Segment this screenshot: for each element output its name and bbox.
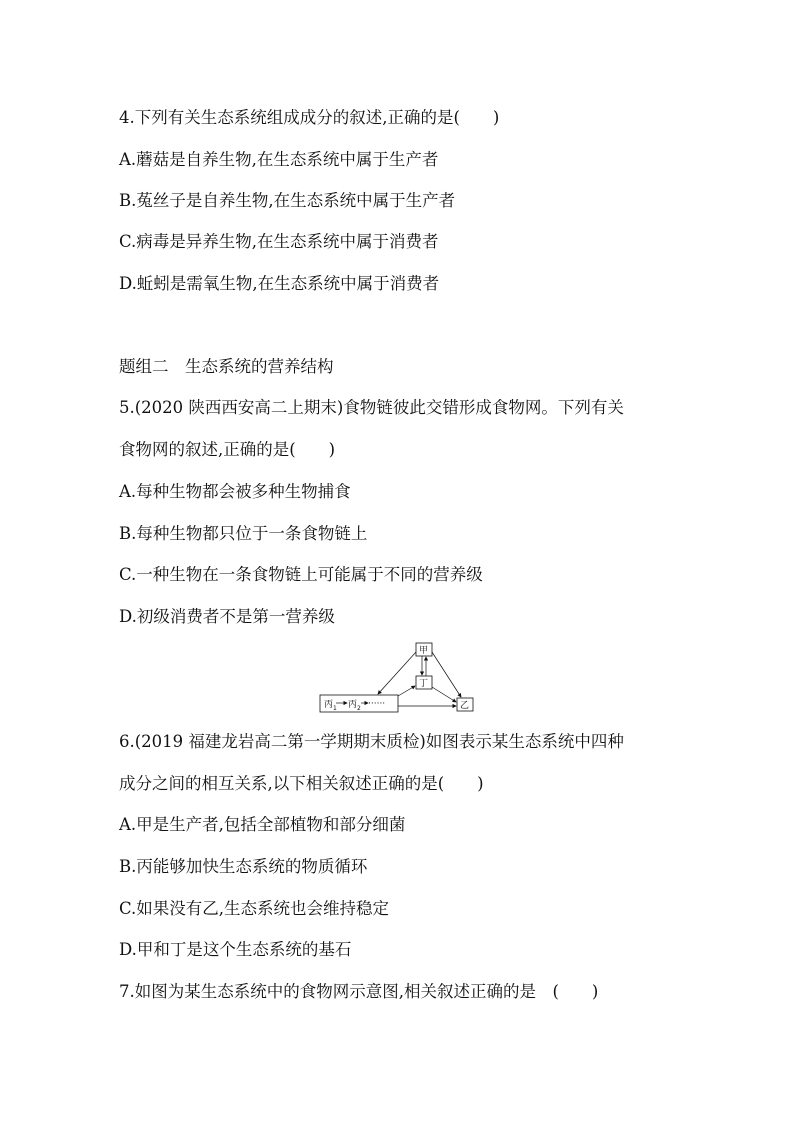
ecosystem-diagram [318, 640, 480, 716]
section-title: 题组二 生态系统的营养结构 [119, 357, 334, 376]
node-yi-label: 乙 [460, 701, 470, 711]
bing1-sub: 1 [333, 705, 337, 712]
arrow-jia-bing [378, 652, 416, 694]
arrow-jia-yi [432, 652, 461, 697]
q6-stem-line1: 6.(2019 福建龙岩高二第一学期期末质检)如图表示某生态系统中四种 [119, 732, 624, 751]
q5-option-d: D.初级消费者不是第一营养级 [119, 607, 335, 626]
arrow-bing-ding [398, 686, 415, 696]
q6-option-b: B.丙能够加快生态系统的物质循环 [119, 857, 368, 876]
arrow-ding-yi [432, 687, 456, 702]
q4-stem: 4.下列有关生态系统组成成分的叙述,正确的是( ) [119, 108, 500, 127]
node-ding-label: 丁 [419, 679, 429, 689]
q5-stem-line1: 5.(2020 陕西西安高二上期末)食物链彼此交错形成食物网。下列有关 [119, 398, 624, 417]
ecosystem-diagram-svg [318, 640, 480, 716]
q6-option-c: C.如果没有乙,生态系统也会维持稳定 [119, 899, 390, 918]
bing1-label: 丙 [324, 700, 334, 710]
q5-option-c: C.一种生物在一条食物链上可能属于不同的营养级 [119, 565, 483, 584]
bing2-label: 丙 [348, 700, 358, 710]
q4-option-b: B.菟丝子是自养生物,在生态系统中属于生产者 [119, 191, 456, 210]
q4-option-d: D.蚯蚓是需氧生物,在生态系统中属于消费者 [119, 274, 440, 293]
node-jia-label: 甲 [419, 646, 429, 656]
q6-option-a: A.甲是生产者,包括全部植物和部分细菌 [119, 815, 406, 834]
q7-stem: 7.如图为某生态系统中的食物网示意图,相关叙述正确的是 ( ) [119, 982, 599, 1001]
q6-option-d: D.甲和丁是这个生态系统的基石 [119, 940, 352, 959]
q5-option-a: A.每种生物都会被多种生物捕食 [119, 482, 351, 501]
q5-option-b: B.每种生物都只位于一条食物链上 [119, 524, 368, 543]
bing2-sub: 2 [357, 705, 361, 712]
q4-option-c: C.病毒是异养生物,在生态系统中属于消费者 [119, 232, 439, 251]
q5-stem-line2: 食物网的叙述,正确的是( ) [119, 440, 336, 459]
q6-stem-line2: 成分之间的相互关系,以下相关叙述正确的是( ) [119, 774, 484, 793]
bing-dots: ······ [368, 699, 386, 709]
q4-option-a: A.蘑菇是自养生物,在生态系统中属于生产者 [119, 150, 439, 169]
